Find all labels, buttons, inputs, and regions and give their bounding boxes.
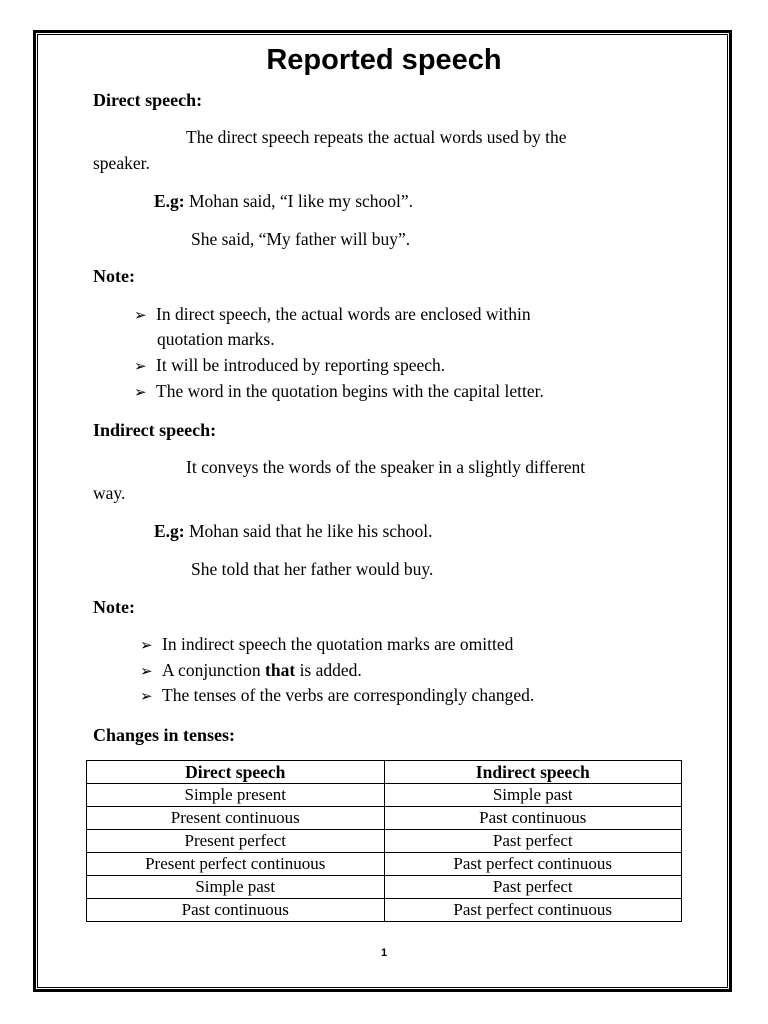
note-2-bullet-2 xyxy=(140,660,362,681)
table-row xyxy=(87,876,682,899)
list-item: In direct speech, the actual words are enclosed within xyxy=(156,304,531,324)
note-1-bullet-1 xyxy=(134,304,531,325)
column-header-indirect: Indirect speech xyxy=(384,761,682,784)
arrow-bullet-icon: ➢ xyxy=(134,383,147,401)
direct-example-label: E.g: xyxy=(154,191,185,211)
table-cell-indirect: Simple past xyxy=(384,784,682,807)
indirect-example-1 xyxy=(154,521,433,542)
direct-definition-line2: speaker. xyxy=(93,153,150,173)
table-row xyxy=(87,853,682,876)
direct-example-1-text: Mohan said, “I like my school”. xyxy=(189,191,414,211)
list-item: It will be introduced by reporting speech. xyxy=(156,355,446,375)
note-2-bullet-1 xyxy=(140,634,513,655)
tenses-heading: Changes in tenses: xyxy=(93,725,236,745)
table-cell-direct: Present perfect continuous xyxy=(87,853,385,876)
page-title: Reported speech xyxy=(266,44,502,76)
list-item: The word in the quotation begins with the capital letter. xyxy=(156,381,544,401)
direct-speech-heading: Direct speech: xyxy=(93,90,203,110)
note-1-bullet-2 xyxy=(134,355,445,376)
tenses-table xyxy=(86,760,682,922)
table-cell-indirect: Past perfect xyxy=(384,876,682,899)
indirect-example-2: She told that her father would buy. xyxy=(191,559,434,579)
arrow-bullet-icon: ➢ xyxy=(134,357,147,375)
indirect-speech-heading: Indirect speech: xyxy=(93,420,217,440)
column-header-direct: Direct speech xyxy=(87,761,385,784)
table-cell-direct: Present perfect xyxy=(87,830,385,853)
list-item: The tenses of the verbs are correspondingly changed. xyxy=(162,685,535,705)
table-row xyxy=(87,899,682,922)
table-cell-direct: Simple past xyxy=(87,876,385,899)
note-1-heading: Note: xyxy=(93,266,135,286)
arrow-bullet-icon: ➢ xyxy=(134,306,147,324)
page-number: 1 xyxy=(380,947,388,959)
conjunction-word: that xyxy=(265,660,296,680)
table-cell-indirect: Past continuous xyxy=(384,807,682,830)
note-1-bullet-1-cont: quotation marks. xyxy=(157,329,275,349)
indirect-definition-line2: way. xyxy=(93,483,126,503)
table-cell-direct: Simple present xyxy=(87,784,385,807)
indirect-example-1-text: Mohan said that he like his school. xyxy=(189,521,433,541)
table-cell-indirect: Past perfect continuous xyxy=(384,853,682,876)
table-row xyxy=(87,830,682,853)
direct-definition-line1: The direct speech repeats the actual words used by the xyxy=(186,127,567,147)
note-2-bullet-3 xyxy=(140,685,534,706)
direct-example-2: She said, “My father will buy”. xyxy=(191,229,411,249)
arrow-bullet-icon: ➢ xyxy=(140,687,153,705)
list-item: In indirect speech the quotation marks are omitted xyxy=(162,634,514,654)
table-cell-direct: Present continuous xyxy=(87,807,385,830)
table-cell-indirect: Past perfect continuous xyxy=(384,899,682,922)
direct-example-1 xyxy=(154,191,413,212)
arrow-bullet-icon: ➢ xyxy=(140,662,153,680)
list-item: A conjunction xyxy=(162,660,261,680)
indirect-example-label: E.g: xyxy=(154,521,185,541)
note-2-heading: Note: xyxy=(93,597,135,617)
arrow-bullet-icon: ➢ xyxy=(140,636,153,654)
table-cell-indirect: Past perfect xyxy=(384,830,682,853)
table-cell-direct: Past continuous xyxy=(87,899,385,922)
list-item-tail: is added. xyxy=(299,660,362,680)
note-1-bullet-3 xyxy=(134,381,544,402)
table-row xyxy=(87,784,682,807)
table-header-row xyxy=(87,761,682,784)
indirect-definition-line1: It conveys the words of the speaker in a slightly different xyxy=(186,457,586,477)
table-row xyxy=(87,807,682,830)
